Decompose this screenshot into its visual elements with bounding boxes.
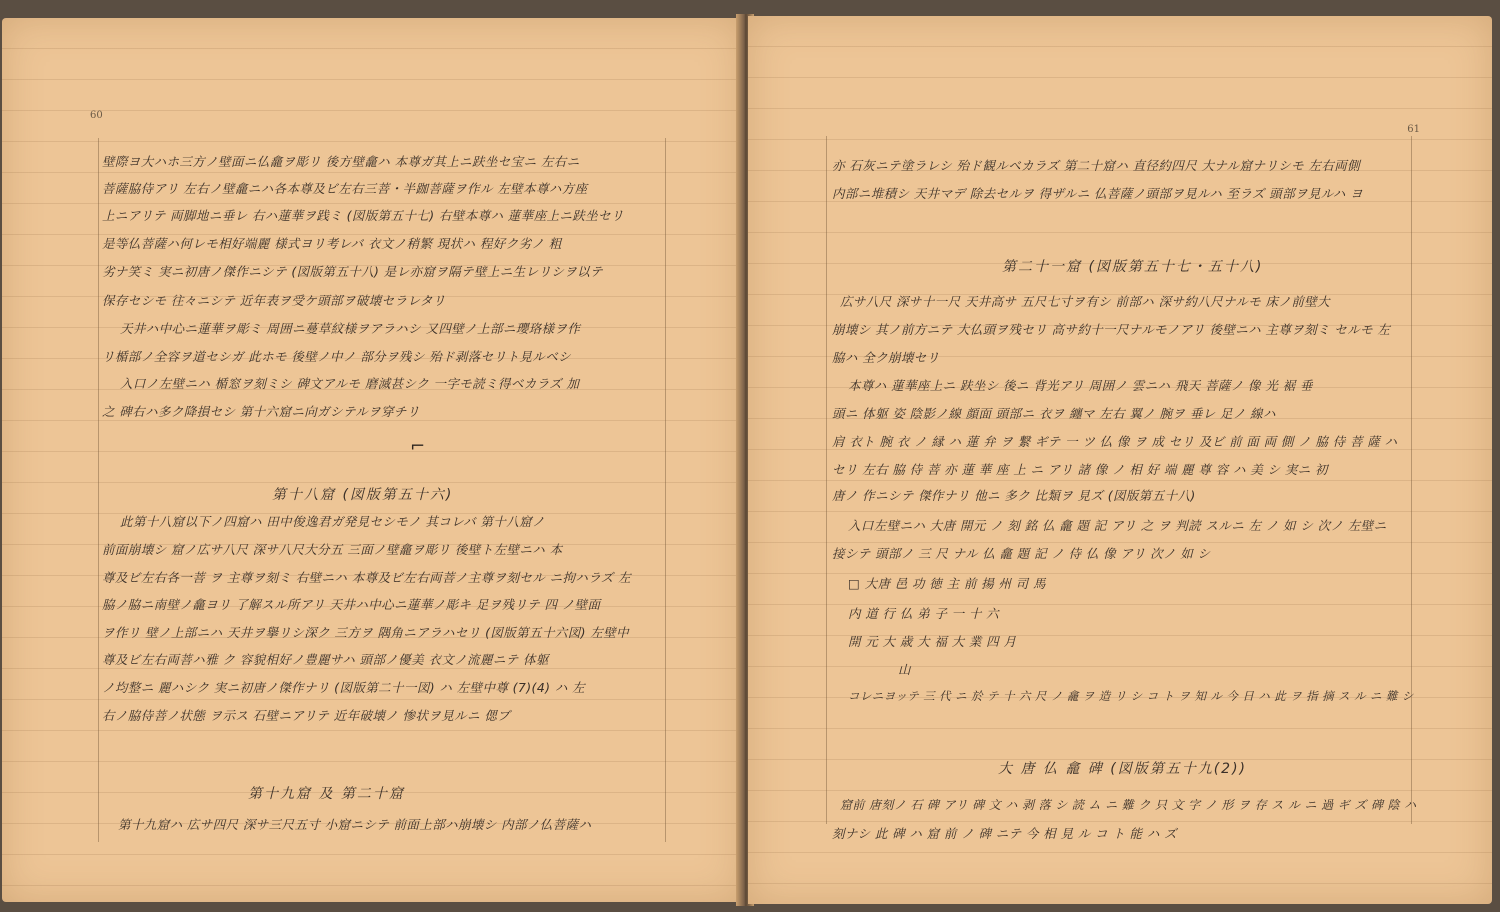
left-page — [2, 18, 742, 902]
text-line: 刻ナシ 此 碑 ハ 窟 前 ノ 碑 ニテ 今 相 見 ル コ ト 能 ハ ズ — [832, 826, 1177, 841]
text-line: 劣ナ笑ミ 実ニ初唐ノ傑作ニシテ (図版第五十八) 是レ亦窟ヲ隔テ壁上ニ生レリシヲ以テ — [102, 264, 603, 279]
text-line: 本尊ハ 蓮華座上ニ 趺坐シ 後ニ 背光アリ 周囲ノ 雲ニハ 飛天 菩薩ノ 像 光 裾 垂 — [848, 378, 1313, 393]
text-line: 入口左壁ニハ 大唐 開元 ノ 刻 銘 仏 龕 題 記 アリ 之 ヲ 判読 スルニ 左 ノ 如 シ 次ノ 左壁ニ — [848, 518, 1387, 533]
text-line: 脇ハ 全ク崩壊セリ — [832, 350, 940, 365]
text-line: 唐ノ 作ニシテ 傑作ナリ 他ニ 多ク 比類ヲ 見ズ (図版第五十八) — [832, 488, 1196, 503]
section-heading: 第二十一窟 (図版第五十七・五十八) — [1002, 259, 1264, 275]
page-number-right: 61 — [1407, 124, 1420, 135]
text-line: セリ 左右 脇 侍 菩 亦 蓮 華 座 上 ニ アリ 諸 像 ノ 相 好 端 麗 尊 容 ハ 美 シ 実ニ 初 — [832, 462, 1328, 477]
right-page — [748, 16, 1492, 904]
text-line: 広サ八尺 深サ十一尺 天井高サ 五尺七寸ヲ有シ 前部ハ 深サ約八尺ナルモ 床ノ前壁大 — [840, 294, 1331, 309]
text-line: 崩壊シ 其ノ前方ニテ 大仏頭ヲ残セリ 高サ約十一尺ナルモノアリ 後壁ニハ 主尊ヲ刻ミ セルモ 左 — [832, 322, 1391, 337]
text-line: ノ均整ニ 麗ハシク 実ニ初唐ノ傑作ナリ (図版第二十一図) ハ 左壁中尊 (7)(4) ハ 左 — [102, 680, 586, 695]
text-line: 此第十八窟以下ノ四窟ハ 田中俊逸君ガ発見セシモノ 其コレバ 第十八窟ノ — [120, 514, 545, 529]
right-margin-line — [1411, 136, 1412, 824]
ink-mark: ⌐ — [410, 436, 426, 457]
left-margin-line — [98, 138, 99, 842]
text-line: 尊及ビ左右各一菩 ヲ 主尊ヲ刻ミ 右壁ニハ 本尊及ビ左右両菩ノ主尊ヲ刻セル ニ拘ハラズ 左 — [102, 570, 631, 585]
text-line: 肩 衣ト 腕 衣 ノ 縁 ハ 蓮 弁 ヲ 繋 ギテ 一 ツ 仏 像 ヲ 成 セリ 及ビ 前 面 両 側 ノ 脇 侍 菩 薩 ハ — [832, 434, 1398, 449]
text-line: 窟前 唐刻ノ 石 碑 アリ 碑 文 ハ 剥 落 シ 読 ム ニ 難 ク 只 文 字 ノ 形 ヲ 存 ス ル ニ 過 ギ ズ 碑 陰 ハ — [840, 798, 1417, 812]
text-line: 上ニアリテ 両脚地ニ垂レ 右ハ蓮華ヲ践ミ (図版第五十七) 右壁本尊ハ 蓮華座上ニ趺坐セリ — [102, 208, 624, 223]
section-heading: 第十八窟 (図版第五十六) — [272, 487, 454, 503]
text-line: コレニヨッテ 三 代 ニ 於 テ 十 六 尺 ノ 龕 ヲ 造 リ シ コ ト ヲ 知 ル 今 日 ハ 此 ヲ 指 摘 ス ル ニ 難 シ — [848, 689, 1414, 703]
text-line: 接シテ 頭部ノ 三 尺 ナル 仏 龕 題 記 ノ 侍 仏 像 アリ 次ノ 如 シ — [832, 546, 1211, 561]
text-line: 保存セシモ 往々ニシテ 近年表ヲ受ケ頭部ヲ破壊セラレタリ — [102, 293, 446, 308]
text-line: 入口ノ左壁ニハ 楯窓ヲ刻ミシ 碑文アルモ 磨滅甚シク 一字モ読ミ得ベカラズ 加 — [120, 376, 580, 391]
text-line: 右ノ脇侍菩ノ状態 ヲ示ス 石壁ニアリテ 近年破壊ノ 惨状ヲ見ルニ 偲ブ — [102, 708, 511, 723]
text-line: 菩薩脇侍アリ 左右ノ壁龕ニハ各本尊及ビ左右三菩・半跏菩薩ヲ作ル 左壁本尊ハ方座 — [102, 181, 588, 196]
section-heading: 第十九窟 及 第二十窟 — [248, 786, 405, 802]
right-margin-line — [665, 138, 666, 842]
left-margin-line — [826, 136, 827, 824]
text-line: リ楯部ノ全容ヲ道セシガ 此ホモ 後壁ノ中ノ 部分ヲ残シ 殆ド剥落セリト見ルベシ — [102, 349, 571, 364]
text-line: 之 碑右ハ多ク降損セシ 第十六窟ニ向ガシテルヲ穿チリ — [102, 404, 420, 419]
text-line: 天井ハ中心ニ蓮華ヲ彫ミ 周囲ニ蔓草紋様ヲアラハシ 又四壁ノ上部ニ瓔珞様ヲ作 — [120, 321, 581, 336]
inscription-line: 山 — [898, 662, 911, 677]
text-line: 尊及ビ左右両菩ハ雅 ク 容貌相好ノ豊麗サハ 頭部ノ優美 衣文ノ流麗ニテ 体躯 — [102, 652, 549, 667]
text-line: ヲ作リ 壁ノ上部ニハ 天井ヲ擧リシ深ク 三方ヲ 隅角ニアラハセリ (図版第五十六図) 左壁中 — [102, 625, 629, 640]
text-line: 内部ニ堆積シ 天井マデ 除去セルヲ 得ザルニ 仏菩薩ノ頭部ヲ見ルハ 至ラズ 頭部ヲ見ルハ ヨ — [832, 186, 1363, 201]
text-line: 第十九窟ハ 広サ四尺 深サ三尺五寸 小窟ニシテ 前面上部ハ崩壊シ 内部ノ仏菩薩ハ — [118, 817, 592, 832]
text-line: 脇ノ脇ニ南壁ノ龕ヨリ 了解スル所アリ 天井ハ中心ニ蓮華ノ彫キ 足ヲ残リテ 四 ノ壁面 — [102, 597, 601, 612]
text-line: 頭ニ 体躯 姿 陰影ノ線 顔面 頭部ニ 衣ヲ 纏マ 左右 翼ノ 腕ヲ 垂レ 足ノ 線ハ — [832, 406, 1276, 421]
text-line: 亦 石灰ニテ塗ラレシ 殆ド観ルベカラズ 第二十窟ハ 直径約四尺 大ナル窟ナリシモ 左右両側 — [832, 158, 1361, 173]
text-line: 壁際ヨ大ハホ三方ノ壁面ニ仏龕ヲ彫リ 後方壁龕ハ 本尊ガ其上ニ趺坐セ宝ニ 左右ニ — [102, 154, 580, 169]
inscription-line: 開 元 大 歳 大 福 大 業 四 月 — [848, 634, 1017, 649]
section-heading: 大 唐 仏 龕 碑 (図版第五十九(2)) — [998, 761, 1248, 777]
text-line: 是等仏菩薩ハ何レモ相好端麗 様式ヨリ考レバ 衣文ノ稍繁 現状ハ 程好ク劣ノ 粗 — [102, 236, 562, 251]
inscription-line: □ 大唐 邑 功 徳 主 前 揚 州 司 馬 — [848, 576, 1046, 591]
text-line: 前面崩壊シ 窟ノ広サ八尺 深サ八尺大分五 三面ノ壁龕ヲ彫リ 後壁ト左壁ニハ 本 — [102, 542, 563, 557]
page-number-left: 60 — [90, 110, 103, 121]
inscription-line: 内 道 行 仏 弟 子 一 十 六 — [848, 606, 1000, 621]
